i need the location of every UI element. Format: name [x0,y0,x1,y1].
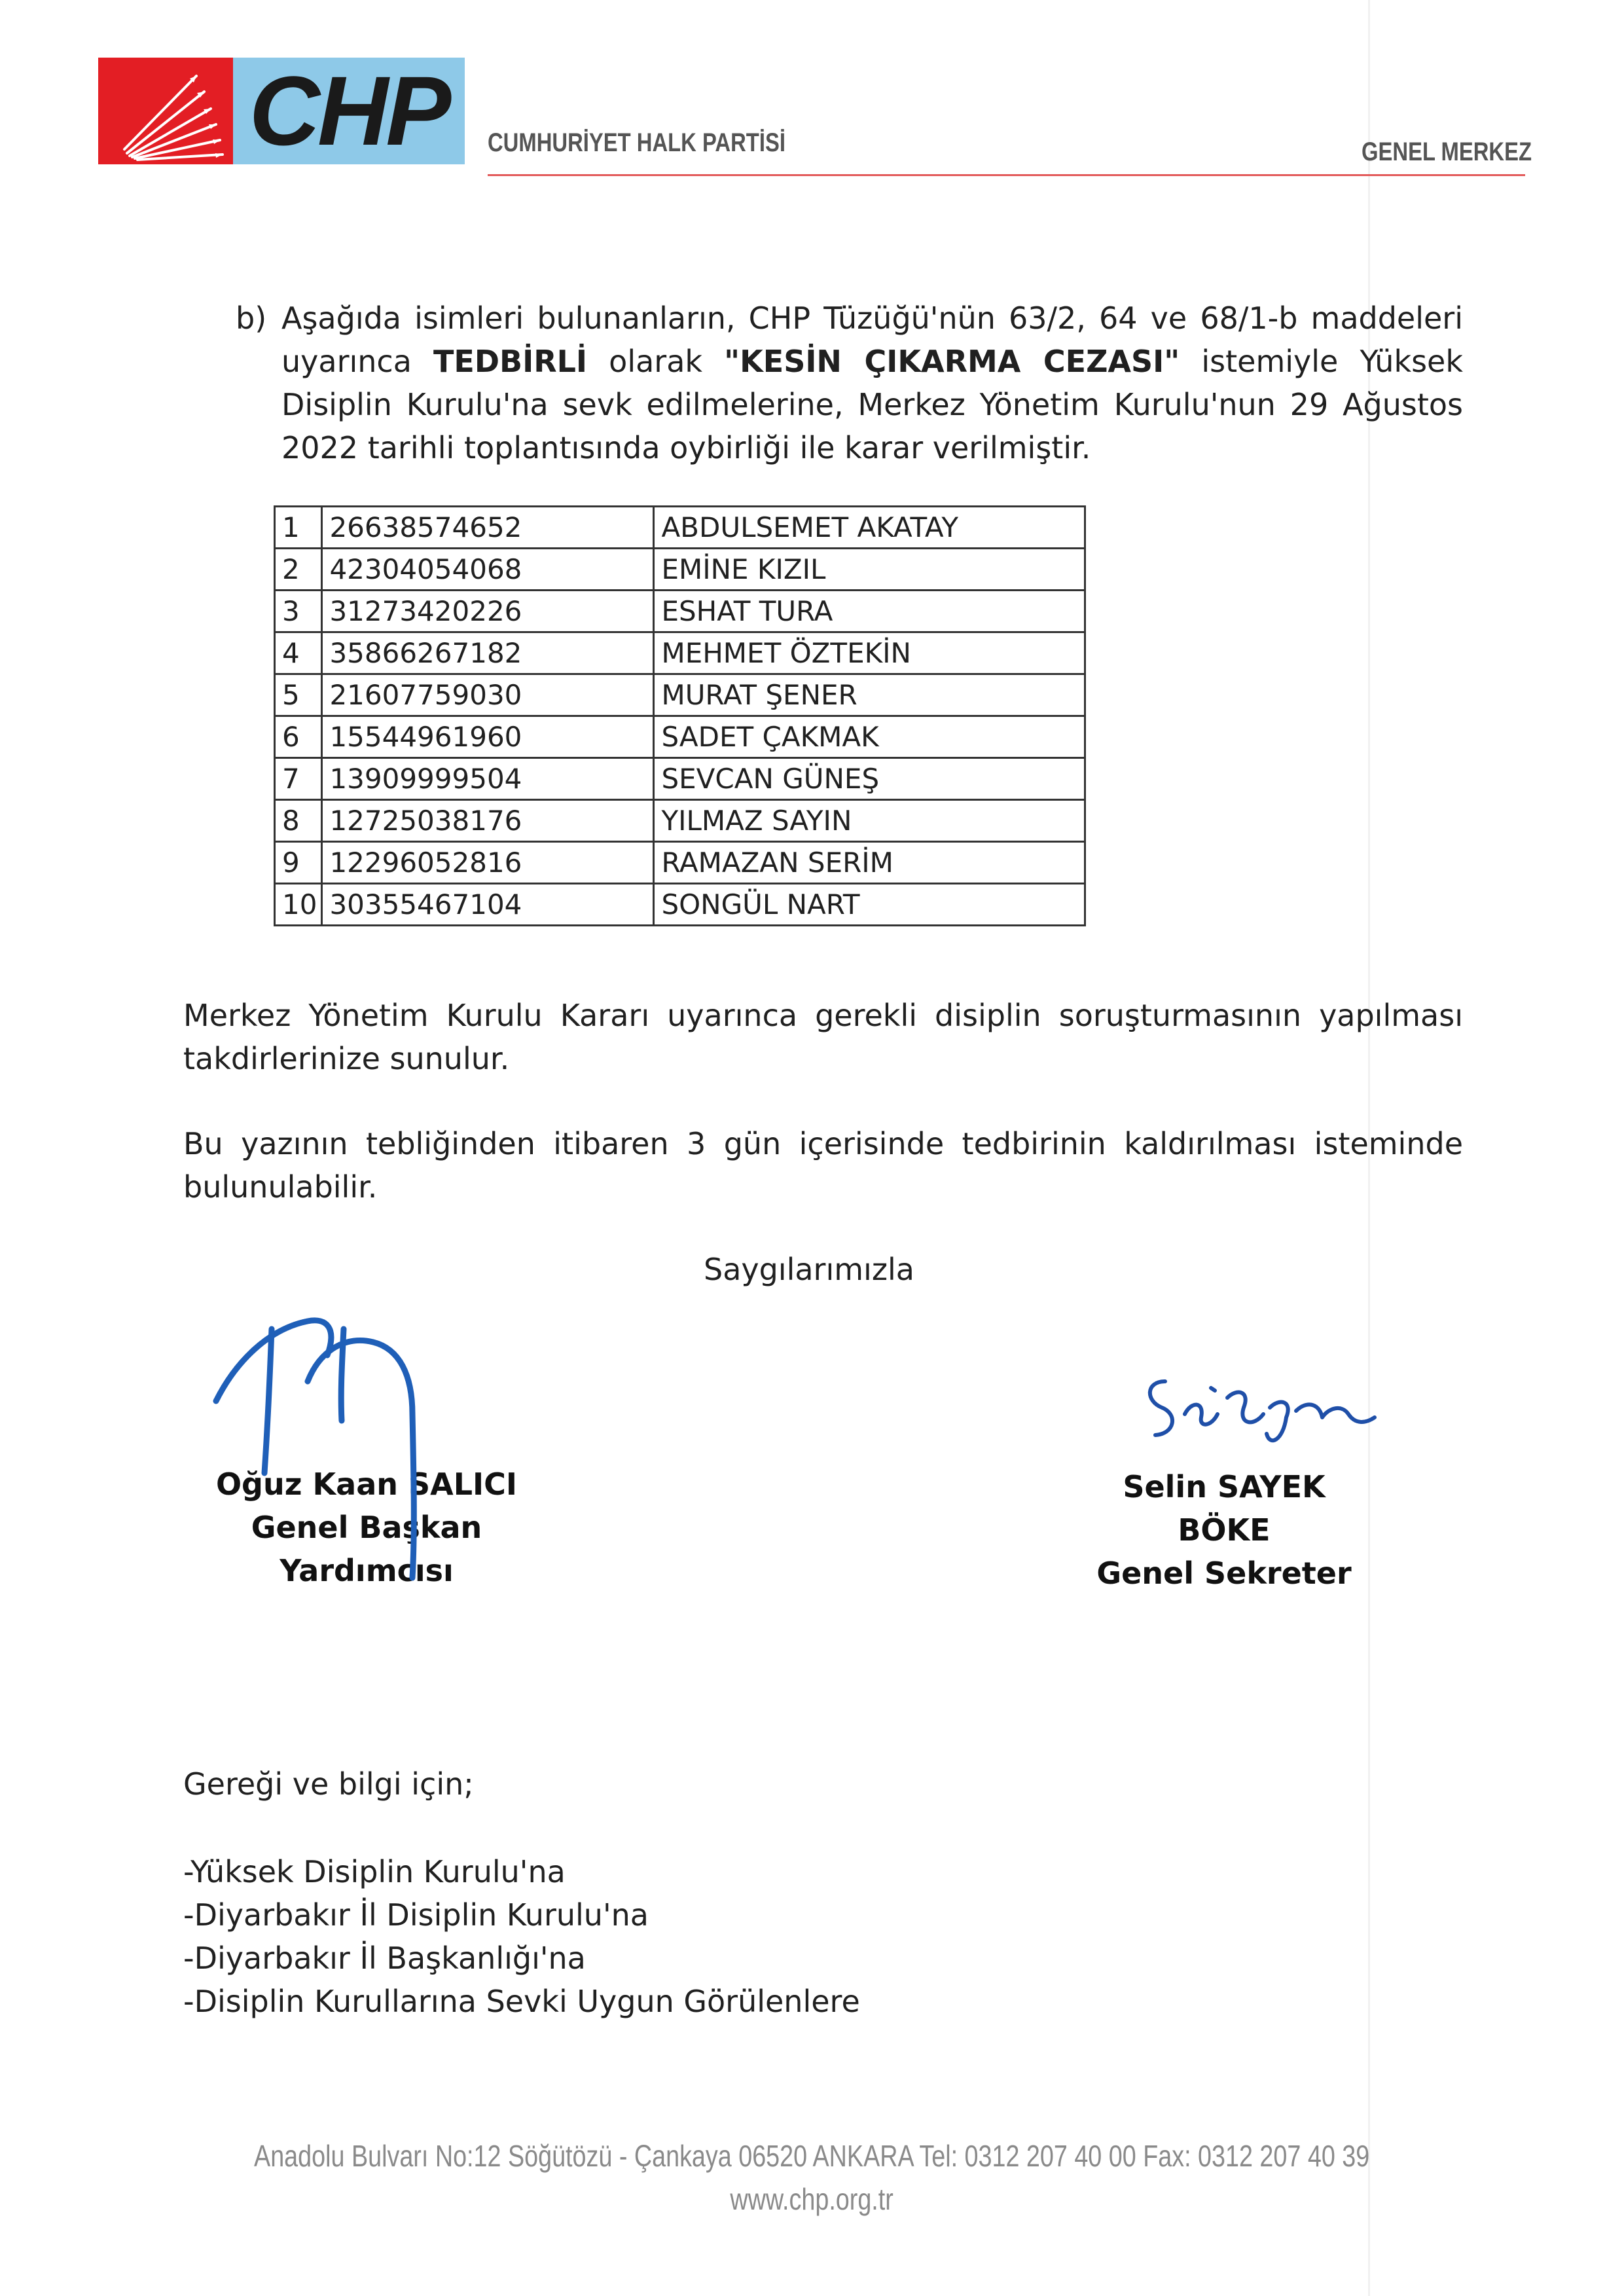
row-id: 35866267182 [322,632,654,674]
distribution-list [183,1850,860,2023]
distribution-title: Gereği ve bilgi için; [183,1766,474,1802]
row-name: YILMAZ SAYIN [654,800,1085,842]
chp-logo [98,58,465,164]
logo-text: CHP [249,56,449,166]
row-id: 42304054068 [322,549,654,591]
appeal-paragraph: Bu yazının tebliğinden itibaren 3 gün içerisinde tedbirinin kaldırılması isteminde bulunulabilir. [183,1126,1463,1205]
list-item: -Yüksek Disiplin Kurulu'na [183,1854,566,1889]
row-number: 4 [275,632,322,674]
row-number: 8 [275,800,322,842]
row-id: 12296052816 [322,842,654,884]
right-signatory-name: Selin SAYEK BÖKE [1123,1469,1326,1548]
row-number: 1 [275,507,322,549]
left-signatory-title: Genel Başkan Yardımcısı [251,1510,482,1588]
table-row [275,507,1085,549]
left-signatory-name: Oğuz Kaan SALICI [215,1467,518,1502]
row-number: 3 [275,591,322,632]
row-number: 6 [275,716,322,758]
row-id: 31273420226 [322,591,654,632]
row-number: 5 [275,674,322,716]
row-name: ESHAT TURA [654,591,1085,632]
row-id: 13909999504 [322,758,654,800]
decision-text-3: istemiyle Yüksek Disiplin Kurulu'na sevk edilmelerine, Merkez Yönetim Kurulu'nun 29 Ağustos 2022 tarihli toplantısında oybirliği ile karar verilmiştir. [281,344,1463,465]
row-name: SADET ÇAKMAK [654,716,1085,758]
row-name: SONGÜL NART [654,884,1085,926]
right-signatory-title: Genel Sekreter [1096,1556,1352,1591]
row-id: 12725038176 [322,800,654,842]
regards-text: Saygılarımızla [704,1252,914,1287]
right-signatory [1074,1465,1375,1595]
table-row [275,716,1085,758]
row-name: MEHMET ÖZTEKİN [654,632,1085,674]
logo-text-panel [233,58,465,164]
left-signature-drawing [196,1303,497,1604]
list-item: -Disiplin Kurullarına Sevki Uygun Görülenlere [183,1984,860,2019]
list-item: -Diyarbakır İl Disiplin Kurulu'na [183,1897,649,1933]
row-id: 26638574652 [322,507,654,549]
table-row [275,674,1085,716]
footer-address: Anadolu Bulvarı No:12 Söğütözü - Çankaya 06520 ANKARA Tel: 0312 207 40 00 Fax: 0312 207 40 39 [254,2139,1370,2173]
list-item: -Diyarbakır İl Başkanlığı'na [183,1941,586,1976]
table-row [275,884,1085,926]
members-table [274,505,1086,926]
row-id: 21607759030 [322,674,654,716]
right-signature-drawing [1139,1362,1388,1453]
investigation-paragraph: Merkez Yönetim Kurulu Kararı uyarınca gerekli disiplin soruşturmasının yapılması takdirlerinize sunulur. [183,998,1463,1076]
footer-website: www.chp.org.tr [730,2182,894,2216]
row-name: MURAT ŞENER [654,674,1085,716]
table-row [275,800,1085,842]
party-name: CUMHURİYET HALK PARTİSİ [488,128,785,157]
row-number: 2 [275,549,322,591]
decision-label: b) [236,301,267,336]
decision-text [281,297,1463,469]
row-name: ABDULSEMET AKATAY [654,507,1085,549]
table-row [275,549,1085,591]
decision-text-1: Aşağıda isimleri bulunanların, CHP Tüzüğü'nün 63/2, 64 ve 68/1-b maddeleri uyarınca [281,301,1463,379]
decision-bold-penalty: "KESİN ÇIKARMA CEZASI" [724,344,1180,379]
footer [0,2134,1624,2221]
headquarters-label: GENEL MERKEZ [1362,137,1532,166]
six-arrows-icon [98,58,233,164]
table-row [275,632,1085,674]
row-number: 9 [275,842,322,884]
decision-bold-tedbirli: TEDBİRLİ [433,344,588,379]
row-number: 7 [275,758,322,800]
row-id: 15544961960 [322,716,654,758]
table-row [275,591,1085,632]
decision-text-2: olarak [587,344,725,379]
row-name: EMİNE KIZIL [654,549,1085,591]
row-name: SEVCAN GÜNEŞ [654,758,1085,800]
logo-arrows-panel [98,58,233,164]
row-name: RAMAZAN SERİM [654,842,1085,884]
row-number: 10 [275,884,322,926]
table-row [275,842,1085,884]
table-row [275,758,1085,800]
row-id: 30355467104 [322,884,654,926]
letterhead-rule [488,174,1525,176]
